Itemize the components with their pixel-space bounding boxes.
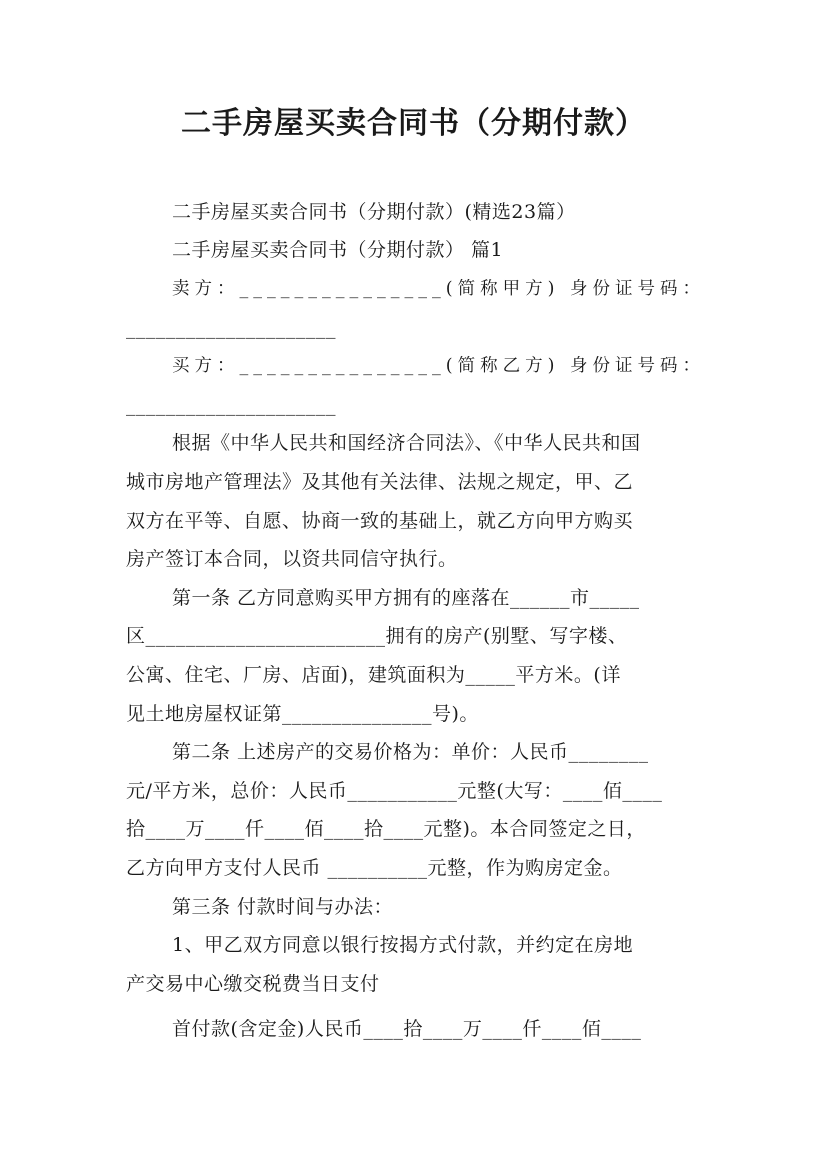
article-three-line: 首付款(含定金)人民币____拾____万____仟____佰____ bbox=[172, 1018, 642, 1040]
document-title: 二手房屋买卖合同书（分期付款） bbox=[181, 106, 646, 141]
article-one-line: 区________________________拥有的房产(别墅、写字楼、 bbox=[126, 625, 628, 647]
article-two-line: 拾____万____仟____佰____拾____元整)。本合同签定之日， bbox=[126, 818, 646, 840]
article-one-line: 第一条 乙方同意购买甲方拥有的座落在______市_____ bbox=[172, 587, 640, 609]
seller-line: 卖方：_______________(简称甲方) 身份证号码： bbox=[172, 279, 705, 299]
buyer-line: 买方：_______________(简称乙方) 身份证号码： bbox=[172, 356, 705, 376]
paragraph-line: 双方在平等、自愿、协商一致的基础上，就乙方向甲方购买 bbox=[126, 510, 634, 532]
article-one-line: 公寓、住宅、厂房、店面)，建筑面积为_____平方米。(详 bbox=[126, 664, 621, 686]
seller-id-blank: _____________________ bbox=[126, 317, 336, 339]
article-three-line: 1、甲乙双方同意以银行按揭方式付款，并约定在房地 bbox=[172, 934, 634, 956]
paragraph-line: 根据《中华人民共和国经济合同法》、《中华人民共和国 bbox=[172, 432, 641, 454]
subtitle-line: 二手房屋买卖合同书（分期付款）(精选23篇） bbox=[172, 201, 576, 223]
article-three-line: 产交易中心缴交税费当日支付 bbox=[126, 973, 380, 995]
paragraph-line: 房产签订本合同，以资共同信守执行。 bbox=[126, 548, 458, 570]
section-heading: 二手房屋买卖合同书（分期付款） 篇1 bbox=[172, 239, 504, 261]
article-two-line: 元/平方米，总价：人民币___________元整(大写：____佰____ bbox=[126, 780, 663, 802]
article-two-line: 乙方向甲方支付人民币 __________元整，作为购房定金。 bbox=[126, 857, 623, 879]
article-two-line: 第二条 上述房产的交易价格为：单价：人民币________ bbox=[172, 741, 649, 763]
paragraph-line: 城市房地产管理法》及其他有关法律、法规之规定，甲、乙 bbox=[126, 471, 634, 493]
article-one-line: 见土地房屋权证第_______________号)。 bbox=[126, 703, 479, 725]
article-three-heading: 第三条 付款时间与办法： bbox=[172, 896, 394, 918]
buyer-id-blank: _____________________ bbox=[126, 394, 336, 416]
